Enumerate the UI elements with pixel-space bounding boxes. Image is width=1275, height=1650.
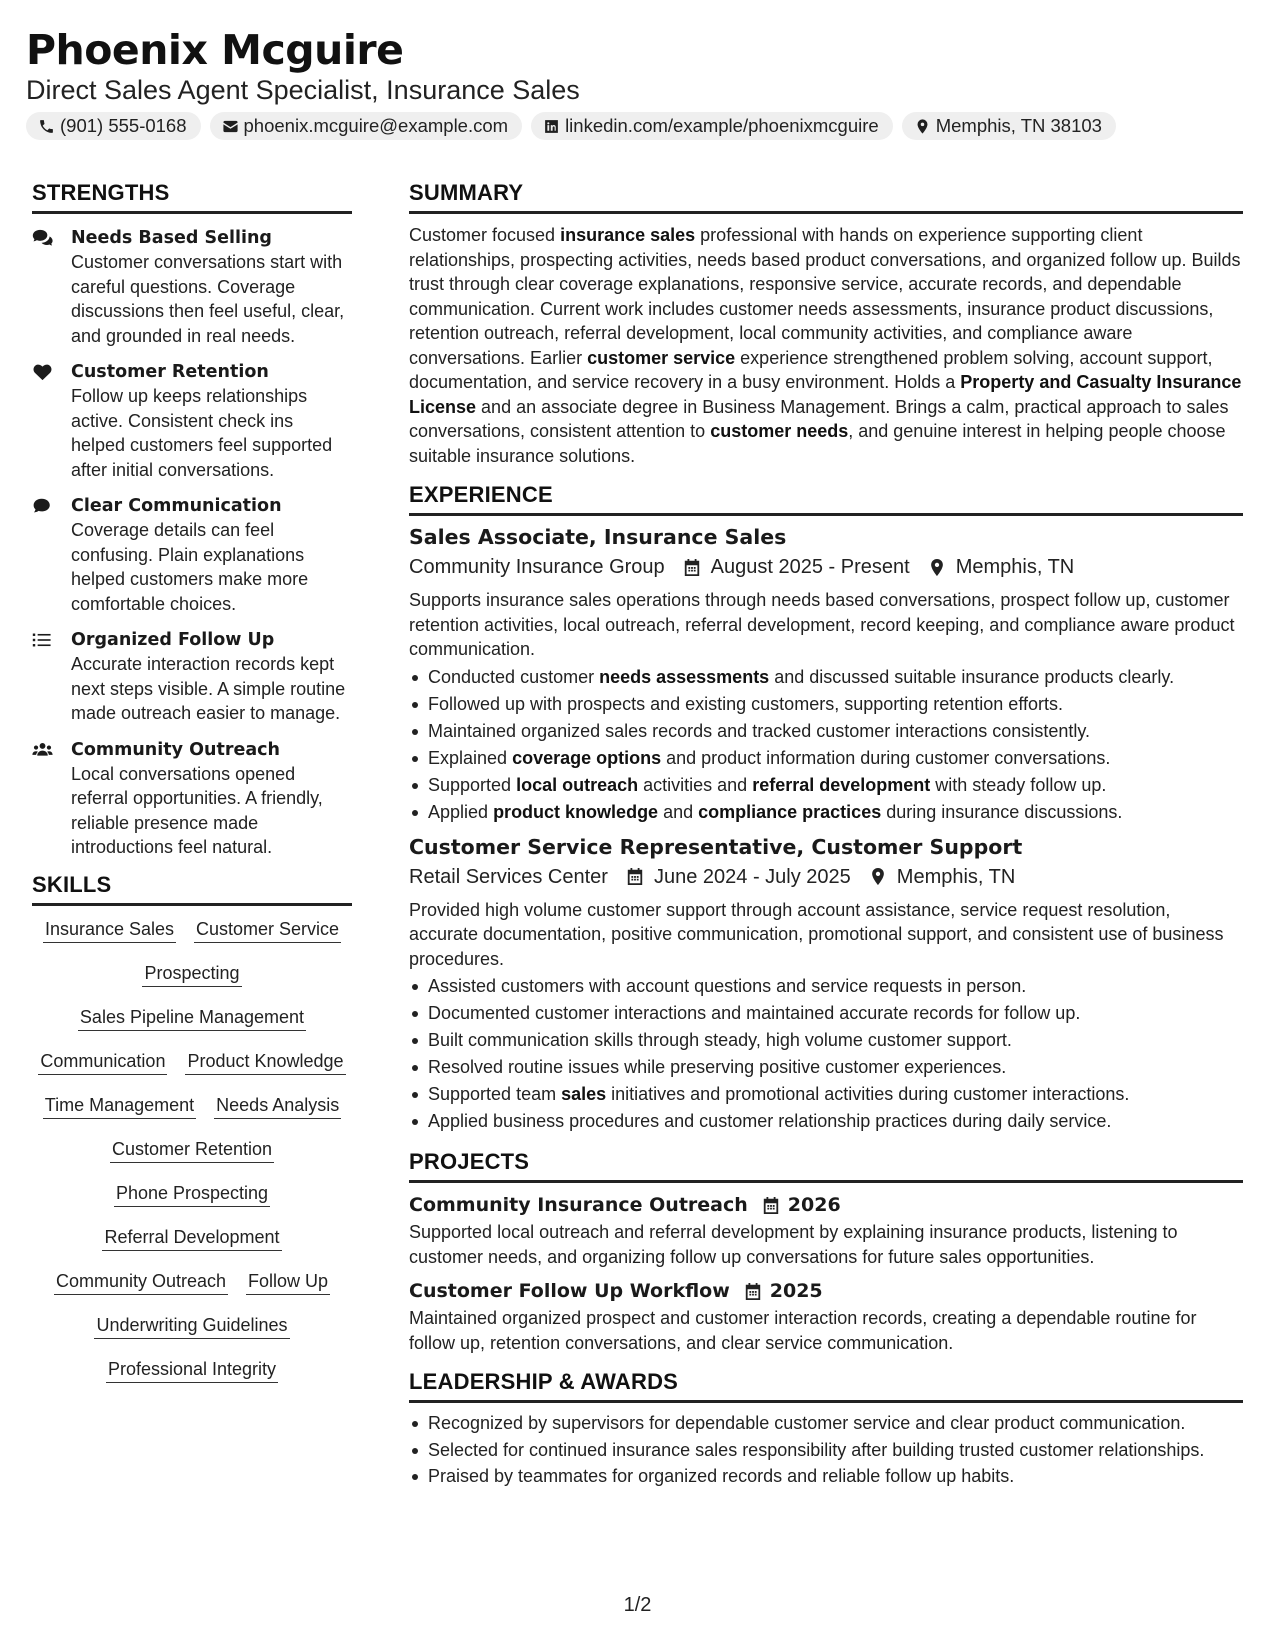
summary-section	[409, 180, 1243, 468]
strengths-list	[32, 226, 352, 860]
job-meta	[409, 553, 1243, 581]
summary-heading: SUMMARY	[409, 180, 1243, 214]
job-bullet: Followed up with prospects and existing customers, supporting retention efforts.	[409, 691, 1243, 718]
project-title: Community Insurance Outreach	[409, 1194, 748, 1216]
job-bullets	[409, 973, 1243, 1135]
job-bullet: Documented customer interactions and maintained accurate records for follow up.	[409, 1000, 1243, 1027]
calendar-icon	[626, 867, 644, 886]
awards-section	[409, 1369, 1243, 1489]
strength-item	[32, 360, 352, 482]
job-description: Supports insurance sales operations through needs based conversations, prospect follow up, customer retention activities, local outreach, referral development, record keeping, and compliance aware product communication.	[409, 590, 1235, 659]
skill-tag: Community Outreach	[54, 1270, 228, 1295]
job-bullet: Resolved routine issues while preserving positive customer experiences.	[409, 1054, 1243, 1081]
experience-heading: EXPERIENCE	[409, 482, 1243, 516]
calendar-icon	[744, 1282, 762, 1301]
page-number: 1/2	[623, 1594, 652, 1616]
job-bullet: Explained coverage options and product information during customer conversations.	[409, 745, 1243, 772]
project-description: Maintained organized prospect and customer interaction records, creating a dependable routine for follow up, retention conversations, and clear service communication.	[409, 1308, 1197, 1353]
phone-icon	[38, 118, 55, 135]
job-bullet: Supported team sales initiatives and promotional activities during customer interactions.	[409, 1081, 1243, 1108]
job-title: Customer Service Representative, Customer Support	[409, 834, 1023, 859]
strengths-heading: STRENGTHS	[32, 180, 352, 214]
project-header	[409, 1191, 1243, 1220]
job-company: Retail Services Center	[409, 865, 608, 888]
skill-tag: Time Management	[43, 1094, 196, 1119]
heart-icon	[32, 363, 53, 381]
job-bullet: Built communication skills through steady, high volume customer support.	[409, 1027, 1243, 1054]
job-description: Provided high volume customer support through account assistance, service request resolution, accurate documentation, positive communication, promotional support, and consistent use of business procedures.	[409, 899, 1224, 969]
right-column	[409, 180, 1243, 1491]
strength-title: Needs Based Selling	[71, 228, 272, 248]
strength-title: Clear Communication	[71, 496, 282, 516]
left-column	[32, 180, 352, 1383]
envelope-icon	[222, 118, 239, 135]
contact-bar	[26, 112, 1256, 140]
contact-location	[902, 112, 1116, 140]
job-entry	[409, 833, 1243, 1136]
calendar-icon	[762, 1196, 780, 1215]
skill-tag: Customer Service	[194, 918, 341, 943]
projects-section	[409, 1149, 1243, 1355]
contact-email[interactable]	[210, 112, 523, 140]
awards-heading: LEADERSHIP & AWARDS	[409, 1369, 1243, 1403]
strength-title: Community Outreach	[71, 739, 280, 760]
calendar-icon	[683, 558, 701, 577]
award-item: Praised by teammates for organized records and reliable follow up habits.	[409, 1464, 1243, 1489]
project-entry	[409, 1191, 1243, 1269]
projects-heading: PROJECTS	[409, 1149, 1243, 1183]
skills-section	[32, 872, 352, 1383]
awards-list	[409, 1411, 1243, 1489]
candidate-name: Phoenix Mcguire	[26, 26, 404, 74]
users-icon	[32, 741, 53, 759]
map-pin-icon	[928, 558, 946, 577]
contact-phone-text: (901) 555-0168	[60, 115, 187, 136]
candidate-headline: Direct Sales Agent Specialist, Insurance Sales	[26, 75, 580, 105]
strength-desc: Coverage details can feel confusing. Plain explanations helped customers make more comfortable choices.	[71, 520, 309, 614]
contact-linkedin-text: linkedin.com/example/phoenixmcguire	[565, 115, 879, 136]
skill-tag: Needs Analysis	[214, 1094, 341, 1119]
strength-desc: Follow up keeps relationships active. Consistent check ins helped customers feel supported after initial conversations.	[71, 386, 333, 480]
strengths-section	[32, 180, 352, 860]
award-item: Selected for continued insurance sales responsibility after building trusted customer relationships.	[409, 1438, 1243, 1463]
skill-tag: Underwriting Guidelines	[94, 1314, 289, 1339]
job-bullet: Assisted customers with account questions and service requests in person.	[409, 973, 1243, 1000]
job-bullet: Supported local outreach activities and referral development with steady follow up.	[409, 772, 1243, 799]
skill-tag: Communication	[38, 1050, 167, 1075]
job-location: Memphis, TN	[955, 556, 1075, 578]
skill-tag: Follow Up	[246, 1270, 330, 1295]
strength-desc: Accurate interaction records kept next steps visible. A simple routine made outreach easier to manage.	[71, 654, 346, 723]
strength-item	[32, 738, 352, 860]
job-company: Community Insurance Group	[409, 556, 665, 578]
job-bullet: Applied product knowledge and compliance practices during insurance discussions.	[409, 799, 1243, 826]
job-location: Memphis, TN	[896, 865, 1016, 888]
summary-text: Customer focused insurance sales professional with hands on experience supporting client relationships, prospecting activities, needs based product conversations, and organized follow up. Builds trust through clear coverage explanations, responsive service, accurate records, and dependable communication. Current work includes customer needs assessments, insurance product discussions, retention outreach, referral development, local community activities, and compliance aware conversations. Earlier customer service experience strengthened problem solving, account support, documentation, and service recovery in a busy environment. Holds a Property and Casualty Insurance License and an associate degree in Business Management. Brings a calm, practical approach to sales conversations, consistent attention to customer needs, and genuine interest in helping people choose suitable insurance solutions.	[409, 225, 1242, 466]
job-dates: August 2025 - Present	[710, 556, 910, 578]
skill-tag: Product Knowledge	[185, 1050, 345, 1075]
project-header	[409, 1277, 1243, 1306]
linkedin-icon	[543, 118, 560, 135]
skill-tag: Insurance Sales	[43, 918, 176, 943]
strength-item	[32, 226, 352, 348]
contact-phone[interactable]	[26, 112, 201, 140]
speech-bubble-icon	[32, 497, 53, 515]
skill-tag: Professional Integrity	[106, 1358, 278, 1383]
project-year: 2026	[787, 1194, 841, 1216]
skills-heading: SKILLS	[32, 872, 352, 906]
map-pin-icon	[869, 867, 887, 886]
job-bullets	[409, 664, 1243, 826]
skills-list	[32, 918, 352, 1383]
contact-email-text: phoenix.mcguire@example.com	[243, 115, 509, 136]
contact-location-text: Memphis, TN 38103	[935, 115, 1102, 136]
job-bullet: Conducted customer needs assessments and discussed suitable insurance products clearly.	[409, 664, 1243, 691]
contact-linkedin[interactable]	[531, 112, 893, 140]
job-meta	[409, 863, 1243, 891]
strength-title: Organized Follow Up	[71, 630, 275, 650]
strength-item	[32, 628, 352, 726]
project-year: 2025	[769, 1280, 823, 1302]
job-bullet: Maintained organized sales records and tracked customer interactions consistently.	[409, 718, 1243, 745]
strength-item	[32, 494, 352, 616]
resume-header	[26, 24, 1256, 140]
job-bullet: Applied business procedures and customer relationship practices during daily service.	[409, 1108, 1243, 1135]
strength-desc: Customer conversations start with careful questions. Coverage discussions then feel useful, clear, and grounded in real needs.	[71, 252, 345, 346]
job-dates: June 2024 - July 2025	[653, 865, 851, 888]
project-title: Customer Follow Up Workflow	[409, 1280, 730, 1302]
list-icon	[32, 631, 53, 649]
skill-tag: Customer Retention	[110, 1138, 274, 1163]
job-entry	[409, 523, 1243, 826]
award-item: Recognized by supervisors for dependable customer service and clear product communication.	[409, 1411, 1243, 1436]
job-title: Sales Associate, Insurance Sales	[409, 525, 787, 549]
skill-tag: Prospecting	[142, 962, 241, 987]
experience-section	[409, 482, 1243, 1135]
map-pin-icon	[914, 118, 931, 135]
comments-icon	[32, 229, 53, 247]
skill-tag: Phone Prospecting	[114, 1182, 270, 1207]
project-entry	[409, 1277, 1243, 1355]
skill-tag: Sales Pipeline Management	[78, 1006, 306, 1031]
skill-tag: Referral Development	[102, 1226, 281, 1251]
project-description: Supported local outreach and referral development by explaining insurance products, listening to customer needs, and organizing follow up conversations for future sales opportunities.	[409, 1222, 1178, 1267]
strength-desc: Local conversations opened referral opportunities. A friendly, reliable presence made introductions feel natural.	[71, 763, 323, 857]
strength-title: Customer Retention	[71, 362, 269, 382]
